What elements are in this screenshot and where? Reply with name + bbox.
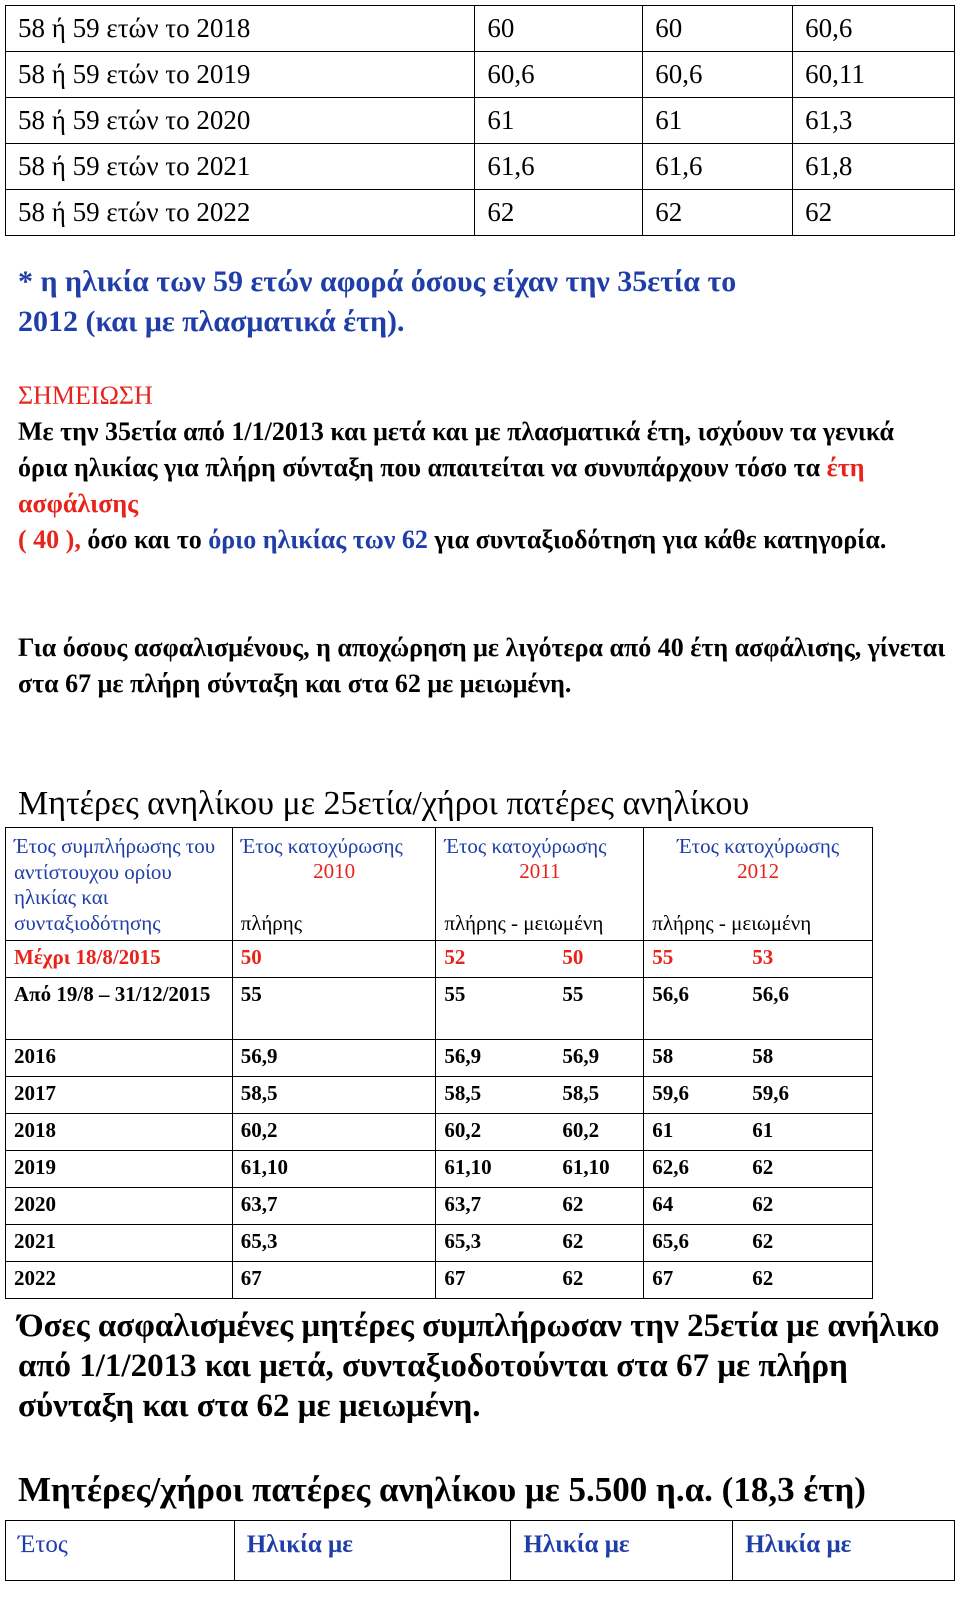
table-row — [6, 1114, 873, 1151]
table-cell: 60 — [475, 6, 643, 52]
section-heading: Μητέρες/χήροι πατέρες ανηλίκου με 5.500 η.α. (18,3 έτη) — [18, 1470, 866, 1509]
table-cell: 64 62 — [644, 1188, 873, 1225]
table-cell: 2020 — [6, 1188, 233, 1225]
table-cell: 60,6 — [793, 6, 955, 52]
column-header: Έτος κατοχύρωσης 2011 πλήρης - μειωμένη — [436, 828, 644, 941]
note-text-highlight: έτη ασφάλισης — [18, 453, 865, 518]
note-text: Με την 35ετία από 1/1/2013 και μετά και με πλασματικά έτη, ισχύουν τα γενικά όρια ηλικίας για πλήρη σύνταξη που απαιτείται να συνυπάρχουν τόσο τα — [18, 417, 895, 482]
table-cell: 62,6 62 — [644, 1151, 873, 1188]
note-text-highlight: όριο ηλικίας των 62 — [208, 525, 428, 554]
table-cell: 56,9 56,9 — [436, 1040, 644, 1077]
note-title: ΣΗΜΕΙΩΣΗ — [18, 381, 153, 410]
table-cell: 60 — [643, 6, 793, 52]
table-cell: Μέχρι 18/8/2015 — [6, 941, 233, 978]
table-row — [6, 1225, 873, 1262]
table-row — [6, 6, 955, 52]
table-cell: 61,3 — [793, 98, 955, 144]
column-header: Ηλικία με — [733, 1521, 955, 1581]
table-cell: 60,2 — [232, 1114, 436, 1151]
table-cell: 58,5 — [232, 1077, 436, 1114]
table-cell: 58 ή 59 ετών το 2020 — [6, 98, 475, 144]
table-row — [6, 1040, 873, 1077]
paragraph: Για όσους ασφαλισμένους, η αποχώρηση με λιγότερα από 40 έτη ασφάλισης, γίνεται στα 67 με πλήρη σύνταξη και στα 62 με μειωμένη. — [18, 633, 946, 698]
table-cell: 63,7 62 — [436, 1188, 644, 1225]
table-cell: 56,6 56,6 — [644, 978, 873, 1040]
table-row — [6, 1188, 873, 1225]
table-row — [6, 52, 955, 98]
table-cell: 60,6 — [643, 52, 793, 98]
column-header: Ηλικία με — [234, 1521, 511, 1581]
table-cell: 2022 — [6, 1262, 233, 1299]
table-cell: 61 — [475, 98, 643, 144]
table-row — [6, 1077, 873, 1114]
note-text: όσο και το — [80, 525, 209, 554]
table-row — [6, 98, 955, 144]
table-cell: 61,6 — [475, 144, 643, 190]
table-row — [6, 1262, 873, 1299]
table-row — [6, 978, 873, 1040]
table-cell: 67 62 — [644, 1262, 873, 1299]
table-cell: 58 ή 59 ετών το 2019 — [6, 52, 475, 98]
table-cell: 58 ή 59 ετών το 2022 — [6, 190, 475, 236]
table-cell: 62 — [793, 190, 955, 236]
footnote-line-1: * η ηλικία των 59 ετών αφορά όσους είχαν την 35ετία το — [18, 265, 737, 298]
table-cell: 63,7 — [232, 1188, 436, 1225]
column-header: Ηλικία με — [511, 1521, 733, 1581]
table-cell: 55 55 — [436, 978, 644, 1040]
table-cell: 50 — [232, 941, 436, 978]
table-cell: 55 53 — [644, 941, 873, 978]
table-cell: 58 58 — [644, 1040, 873, 1077]
table-cell: 61 61 — [644, 1114, 873, 1151]
table-cell: 67 — [232, 1262, 436, 1299]
note-body — [18, 414, 948, 558]
table-cell: 2021 — [6, 1225, 233, 1262]
table-header-row — [6, 1521, 955, 1581]
table-cell: 2016 — [6, 1040, 233, 1077]
table-cell: 58 ή 59 ετών το 2021 — [6, 144, 475, 190]
table-cell: 2017 — [6, 1077, 233, 1114]
table-cell: 60,2 60,2 — [436, 1114, 644, 1151]
note-text: για συνταξιοδότηση για κάθε κατηγορία. — [427, 525, 887, 554]
table-cell: 56,9 — [232, 1040, 436, 1077]
column-header: Έτος συμπλήρωσης του αντίστουχου ορίου ηλικίας και συνταξιοδότησης — [6, 828, 233, 941]
table-cell: 55 — [232, 978, 436, 1040]
table-cell: 61,10 — [232, 1151, 436, 1188]
column-header: Έτος κατοχύρωσης 2010 πλήρης — [232, 828, 436, 941]
table-row — [6, 144, 955, 190]
table-cell: 65,3 — [232, 1225, 436, 1262]
table-cell: 52 50 — [436, 941, 644, 978]
table-cell: 58,5 58,5 — [436, 1077, 644, 1114]
table-cell: 62 — [643, 190, 793, 236]
table-cell: 60,6 — [475, 52, 643, 98]
table-cell: 62 — [475, 190, 643, 236]
section-heading: Μητέρες ανηλίκου με 25ετία/χήροι πατέρες ανηλίκου — [18, 785, 750, 822]
table-cell: 65,3 62 — [436, 1225, 644, 1262]
paragraph: Όσες ασφαλισμένες μητέρες συμπλήρωσαν την 25ετία με ανήλικο από 1/1/2013 και μετά, συνταξιοδοτούνται στα 67 με πλήρη σύνταξη και στα 62 με μειωμένη. — [18, 1308, 940, 1424]
table-row — [6, 1151, 873, 1188]
footnote — [18, 262, 918, 342]
table-cell: 2018 — [6, 1114, 233, 1151]
note-text-highlight: ( 40 ), — [18, 525, 81, 554]
mothers-age-table — [5, 827, 873, 1299]
table-cell: 2019 — [6, 1151, 233, 1188]
table-cell: 60,11 — [793, 52, 955, 98]
column-header: Έτος κατοχύρωσης 2012 πλήρης - μειωμένη — [644, 828, 873, 941]
table-cell: 58 ή 59 ετών το 2018 — [6, 6, 475, 52]
table-row — [6, 941, 873, 978]
table-row — [6, 190, 955, 236]
table-cell: 61,6 — [643, 144, 793, 190]
table-cell: 59,6 59,6 — [644, 1077, 873, 1114]
table-cell: Από 19/8 – 31/12/2015 — [6, 978, 233, 1040]
footnote-line-2: 2012 (και με πλασματικά έτη). — [18, 305, 405, 338]
top-age-table — [5, 5, 955, 236]
table-cell: 61,10 61,10 — [436, 1151, 644, 1188]
column-header: Έτος — [6, 1521, 235, 1581]
table-header-row — [6, 828, 873, 941]
table-cell: 67 62 — [436, 1262, 644, 1299]
table-5500 — [5, 1520, 955, 1581]
table-cell: 61 — [643, 98, 793, 144]
table-cell: 61,8 — [793, 144, 955, 190]
table-cell: 65,6 62 — [644, 1225, 873, 1262]
